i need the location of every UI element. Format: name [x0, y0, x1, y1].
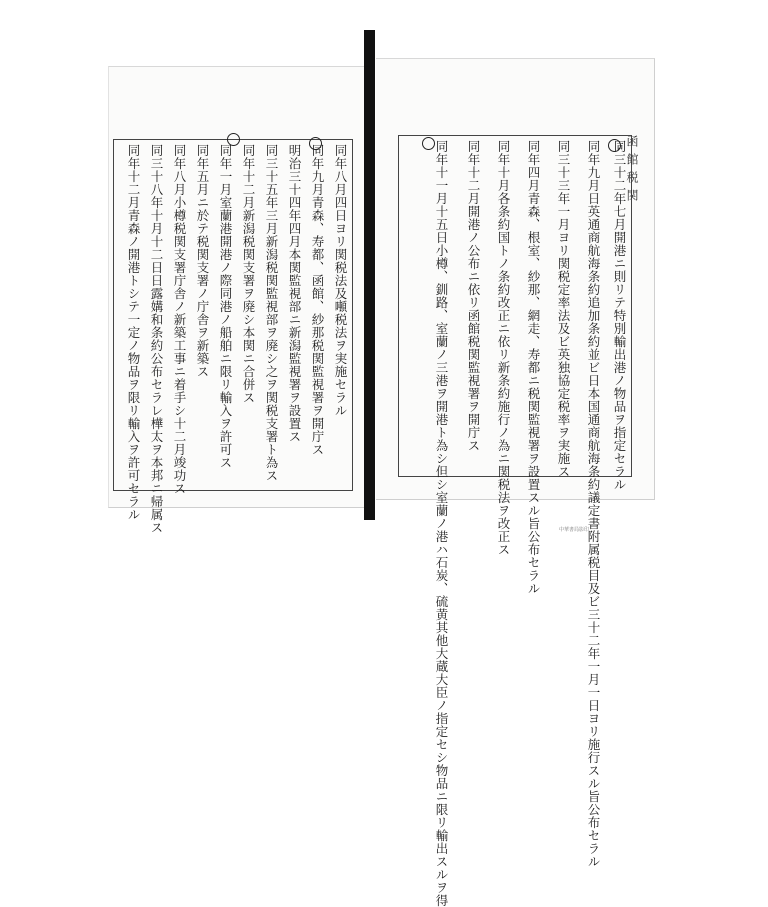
- book-spine: [364, 30, 375, 520]
- right-column-6: 同年十二月開港ノ公布ニ依リ函館税関監視署ヲ開庁ス: [466, 140, 481, 452]
- circle-mark: [227, 133, 240, 146]
- left-column-9: 同三十八年十月十二日日露媾和条約公布セラレ樺太ヲ本邦ニ帰属ス: [149, 144, 164, 534]
- right-column-7: 同年十一月十五日小樽、釧路、室蘭ノ三港ヲ開港ト為シ但シ室蘭ノ港ハ石炭、硫黄其他大蔵大臣ノ指定セシ物品ニ限リ輸出スルヲ得: [434, 140, 449, 907]
- page-heading: 函館税関: [625, 135, 639, 207]
- right-column-3: 同三十三年一月ヨリ関税定率法及ビ英独協定税率ヲ実施ス: [556, 140, 571, 478]
- right-page: [376, 58, 655, 907]
- right-column-1: 同三十二年七月開港ニ則リテ特別輸出港ノ物品ヲ指定セラル: [612, 140, 627, 491]
- left-column-6: 同年一月室蘭港開港ノ際同港ノ船舶ニ限リ輸入ヲ許可ス: [218, 144, 233, 469]
- left-column-4: 同三十五年三月新潟税関監視部ヲ廃シ之ヲ関税支署ト為ス: [264, 144, 279, 482]
- left-page: [108, 66, 365, 534]
- left-column-2: 同年九月青森、寿都、函館、紗那税関監視署ヲ開庁ス: [310, 144, 325, 456]
- left-column-7: 同年五月ニ於テ税関支署ノ庁舎ヲ新築ス: [195, 144, 210, 378]
- right-column-2: 同年九月日英通商航海条約追加条約並ビ日本国通商航海条約議定書附属税目及ビ三十二年一月一日ヨリ施行スル旨公布セラル: [586, 140, 601, 868]
- circle-mark: [608, 139, 621, 152]
- left-column-1: 同年八月四日ヨリ関税法及噸税法ヲ実施セラル: [333, 144, 348, 417]
- right-column-5: 同年十月各条約国トノ条約改正ニ依リ新条約施行ノ為ニ関税法ヲ改正ス: [496, 140, 511, 556]
- footer-label: 中華書局影印: [559, 527, 590, 533]
- left-column-10: 同年十二月青森ノ開港トシテ一定ノ物品ヲ限リ輸入ヲ許可セラル: [126, 144, 141, 521]
- circle-mark: [422, 137, 435, 150]
- left-text-frame: [113, 139, 353, 534]
- left-column-3: 明治三十四年四月本関監視部ニ新潟監視署ヲ設置ス: [287, 144, 302, 443]
- circle-mark: [309, 137, 322, 150]
- left-column-8: 同年八月小樽税関支署庁舎ノ新築工事ニ着手シ十二月竣功ス: [172, 144, 187, 495]
- left-column-5: 同年十二月新潟税関支署ヲ廃シ本関ニ合併ス: [241, 144, 256, 404]
- right-column-4: 同年四月青森、根室、紗那、網走、寿都ニ税関監視署ヲ設置スル旨公布セラル: [526, 140, 541, 595]
- right-text-frame: [398, 135, 632, 907]
